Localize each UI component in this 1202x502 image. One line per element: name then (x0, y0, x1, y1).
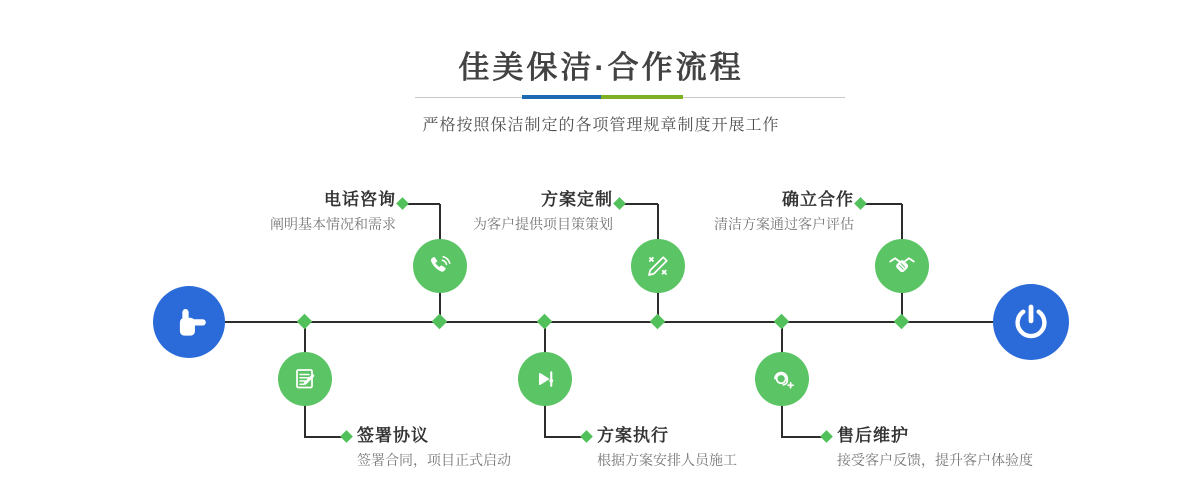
axis-diamond-2 (432, 314, 448, 330)
end-node (993, 284, 1069, 360)
axis-diamond-1 (297, 314, 313, 330)
step-title: 售后维护 (837, 426, 909, 445)
pointing-hand-icon (168, 301, 210, 343)
play-execute-icon (530, 364, 560, 394)
step-node-execute (518, 352, 572, 406)
step-label-phone (270, 190, 396, 233)
page-subtitle: 严格按照保洁制定的各项管理规章制度开展工作 (422, 117, 780, 134)
title-divider-blue-segment (522, 95, 601, 99)
start-node (153, 286, 225, 358)
label-diamond-bottom-2 (580, 430, 593, 443)
step-description: 阐明基本情况和需求 (270, 216, 396, 232)
step-description: 签署合同，项目正式启动 (357, 452, 511, 468)
step-node-contract (278, 352, 332, 406)
headset-support-icon (767, 364, 797, 394)
axis-diamond-5 (774, 314, 790, 330)
label-diamond-top-1 (396, 197, 409, 210)
step-label-support (837, 426, 1033, 469)
title-divider-green-segment (601, 95, 683, 99)
step-label-contract (357, 426, 511, 469)
step-node-support (755, 352, 809, 406)
step-label-execute (597, 426, 737, 469)
label-diamond-bottom-3 (820, 430, 833, 443)
axis-diamond-3 (537, 314, 553, 330)
step-title: 确立合作 (782, 190, 854, 209)
step-description: 接受客户反馈，提升客户体验度 (837, 452, 1033, 468)
step-title: 电话咨询 (324, 190, 396, 209)
step-title: 签署协议 (357, 426, 429, 445)
step-node-handshake (875, 239, 929, 293)
axis-diamond-4 (650, 314, 666, 330)
step-node-phone (413, 239, 467, 293)
step-description: 清洁方案通过客户评估 (714, 216, 854, 232)
axis-diamond-6 (894, 314, 910, 330)
page-title: 佳美保洁·合作流程 (458, 50, 744, 85)
label-connector-top-3 (861, 203, 902, 205)
label-diamond-bottom-1 (340, 430, 353, 443)
step-node-design (631, 239, 685, 293)
step-label-handshake (714, 190, 854, 233)
step-description: 根据方案安排人员施工 (597, 452, 737, 468)
label-diamond-top-3 (854, 197, 867, 210)
phone-icon (425, 251, 455, 281)
handshake-icon (886, 250, 918, 282)
pencil-tools-icon (643, 251, 673, 281)
label-diamond-top-2 (613, 197, 626, 210)
step-label-design (473, 190, 613, 233)
power-icon (1009, 300, 1053, 344)
step-description: 为客户提供项目策策划 (473, 216, 613, 232)
step-title: 方案执行 (597, 426, 669, 445)
step-title: 方案定制 (541, 190, 613, 209)
signed-document-icon (290, 364, 320, 394)
